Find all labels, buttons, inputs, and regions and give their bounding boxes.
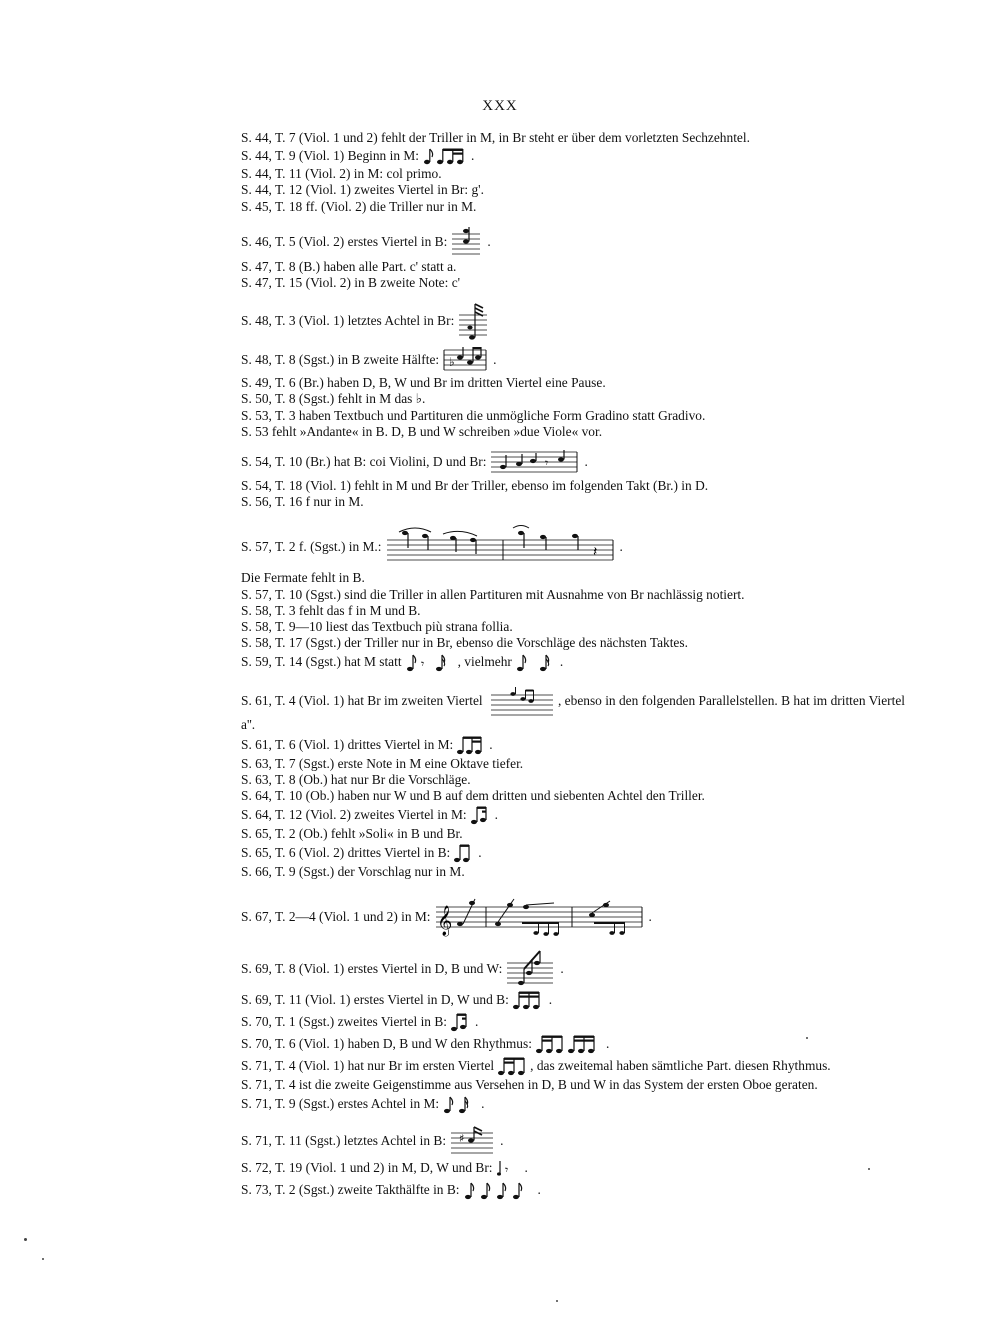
note-entry: S. 61, T. 6 (Viol. 1) drittes Viertel in M: . — [241, 734, 921, 756]
note-entry: S. 44, T. 9 (Viol. 1) Beginn in M: . — [241, 146, 921, 166]
note-entry: S. 48, T. 8 (Sgst.) in B zweite Hälfte: ♭ . — [241, 345, 921, 375]
note-entry: S. 54, T. 10 (Br.) hat B: coi Violini, D und Br: 𝄾 . — [241, 450, 921, 474]
rhythm-example — [512, 989, 544, 1011]
note-entry: S. 57, T. 2 f. (Sgst.) in M.: 𝄽 . — [241, 524, 921, 570]
staff-example — [385, 524, 615, 570]
paper-speck — [868, 1168, 870, 1170]
rhythm-example — [450, 1011, 470, 1033]
svg-text:𝄽: 𝄽 — [592, 544, 597, 561]
staff-example — [434, 895, 644, 939]
svg-text:𝄞: 𝄞 — [436, 905, 452, 936]
rhythm-example — [405, 651, 455, 673]
note-entry: S. 48, T. 3 (Viol. 1) letztes Achtel in Br: — [241, 301, 921, 341]
rhythm-example — [535, 1033, 601, 1055]
note-entry: S. 56, T. 16 f nur in M. — [241, 494, 364, 510]
note-entry: S. 47, T. 8 (B.) haben alle Part. c' statt a. — [241, 258, 457, 274]
rhythm-example — [463, 1179, 533, 1201]
note-entry: S. 69, T. 8 (Viol. 1) erstes Viertel in D, B und W: . — [241, 949, 921, 989]
rhythm-example — [496, 1157, 520, 1179]
note-entry: S. 71, T. 11 (Sgst.) letztes Achtel in B: ♯ . — [241, 1125, 921, 1157]
note-entry: S. 44, T. 11 (Viol. 2) in M: col primo. — [241, 166, 442, 182]
note-entry: S. 65, T. 2 (Ob.) fehlt »Soli« in B und Br. — [241, 826, 463, 842]
note-entry: S. 71, T. 9 (Sgst.) erstes Achtel in M: . — [241, 1093, 921, 1115]
staff-example — [457, 301, 489, 341]
svg-text:𝄾: 𝄾 — [420, 657, 424, 672]
critical-notes-list — [241, 130, 921, 1201]
note-entry: S. 44, T. 12 (Viol. 1) zweites Viertel in Br: g'. — [241, 182, 484, 198]
paper-speck — [42, 1258, 44, 1260]
svg-text:𝄾: 𝄾 — [504, 1162, 508, 1177]
note-entry: Die Fermate fehlt in B. — [241, 570, 365, 586]
note-entry: S. 64, T. 12 (Viol. 2) zweites Viertel in M: . — [241, 804, 921, 826]
paper-speck — [806, 1037, 808, 1039]
note-entry: S. 44, T. 7 (Viol. 1 und 2) fehlt der Triller in M, in Br steht er über dem vorletzten Sechzehntel. — [241, 130, 750, 145]
note-entry: S. 73, T. 2 (Sgst.) zweite Takthälfte in B: . — [241, 1179, 921, 1201]
svg-text:♭: ♭ — [449, 355, 455, 370]
rhythm-example — [456, 734, 484, 756]
note-entry: S. 53, T. 3 haben Textbuch und Partituren die unmögliche Form Gradino statt Gradivo. — [241, 407, 706, 423]
rhythm-example — [453, 842, 473, 864]
rhythm-example — [422, 146, 466, 166]
rhythm-example — [497, 1055, 527, 1077]
paper-speck — [556, 1300, 558, 1302]
staff-example — [489, 450, 579, 474]
svg-text:♯: ♯ — [459, 1131, 465, 1145]
note-entry: S. 70, T. 1 (Sgst.) zweites Viertel in B: . — [241, 1011, 921, 1033]
note-entry: S. 58, T. 3 fehlt das f in M und B. — [241, 602, 421, 618]
note-entry: S. 57, T. 10 (Sgst.) sind die Triller in allen Partituren mit Ausnahme von Br nachlässig notiert. — [241, 586, 745, 602]
note-entry: S. 54, T. 18 (Viol. 1) fehlt in M und Br der Triller, ebenso im folgenden Takt (Br.) in D. — [241, 478, 709, 494]
rhythm-example — [470, 804, 490, 826]
note-entry: S. 69, T. 11 (Viol. 1) erstes Viertel in D, W und B: . — [241, 989, 921, 1011]
page-number: XXX — [482, 98, 518, 114]
note-entry: S. 58, T. 17 (Sgst.) der Triller nur in Br, ebenso die Vorschläge des nächsten Taktes. — [241, 635, 688, 651]
note-entry: S. 66, T. 9 (Sgst.) der Vorschlag nur in M. — [241, 864, 465, 880]
staff-example — [442, 345, 488, 375]
note-entry: S. 70, T. 6 (Viol. 1) haben D, B und W den Rhythmus: . — [241, 1033, 921, 1055]
rhythm-example — [515, 651, 555, 673]
staff-example — [505, 949, 555, 989]
note-entry: S. 72, T. 19 (Viol. 1 und 2) in M, D, W und Br: 𝄾 . — [241, 1157, 921, 1179]
note-entry: S. 63, T. 8 (Ob.) hat nur Br die Vorschläge. — [241, 771, 471, 787]
svg-text:𝄾: 𝄾 — [545, 456, 549, 471]
note-entry: S. 67, T. 2—4 (Viol. 1 und 2) in M: 𝄞 . — [241, 895, 921, 939]
note-entry: S. 61, T. 4 (Viol. 1) hat Br im zweiten Viertel , ebenso in den folgenden Parallelstellen. B hat im dritten Viertel a''. — [241, 687, 921, 733]
note-entry: S. 58, T. 9—10 liest das Textbuch più strana follia. — [241, 619, 513, 635]
note-entry: S. 59, T. 14 (Sgst.) hat M statt 𝄾 , vielmehr . — [241, 651, 921, 673]
rhythm-example — [442, 1093, 476, 1115]
staff-example — [489, 687, 555, 717]
note-entry: S. 46, T. 5 (Viol. 2) erstes Viertel in B: . — [241, 225, 921, 259]
staff-example — [450, 225, 482, 259]
note-entry: S. 71, T. 4 ist die zweite Geigenstimme aus Versehen in D, B und W in das System der ersten Oboe geraten. — [241, 1076, 818, 1092]
note-entry: S. 71, T. 4 (Viol. 1) hat nur Br im ersten Viertel , das zweitemal haben sämtliche Part. diesen Rhythmus. — [241, 1055, 921, 1077]
staff-example — [449, 1125, 495, 1157]
note-entry: S. 47, T. 15 (Viol. 2) in B zweite Note: c' — [241, 275, 461, 291]
note-entry: S. 64, T. 10 (Ob.) haben nur W und B auf dem dritten und siebenten Achtel den Triller. — [241, 788, 705, 804]
note-entry: S. 49, T. 6 (Br.) haben D, B, W und Br im dritten Viertel eine Pause. — [241, 375, 606, 391]
paper-speck — [24, 1238, 27, 1241]
note-entry: S. 65, T. 6 (Viol. 2) drittes Viertel in B: . — [241, 842, 921, 864]
note-entry: S. 45, T. 18 ff. (Viol. 2) die Triller nur in M. — [241, 198, 477, 214]
note-entry: S. 53 fehlt »Andante« in B. D, B und W schreiben »due Viole« vor. — [241, 423, 603, 439]
note-entry: S. 50, T. 8 (Sgst.) fehlt in M das ♭. — [241, 391, 426, 407]
note-entry: S. 63, T. 7 (Sgst.) erste Note in M eine Oktave tiefer. — [241, 755, 524, 771]
